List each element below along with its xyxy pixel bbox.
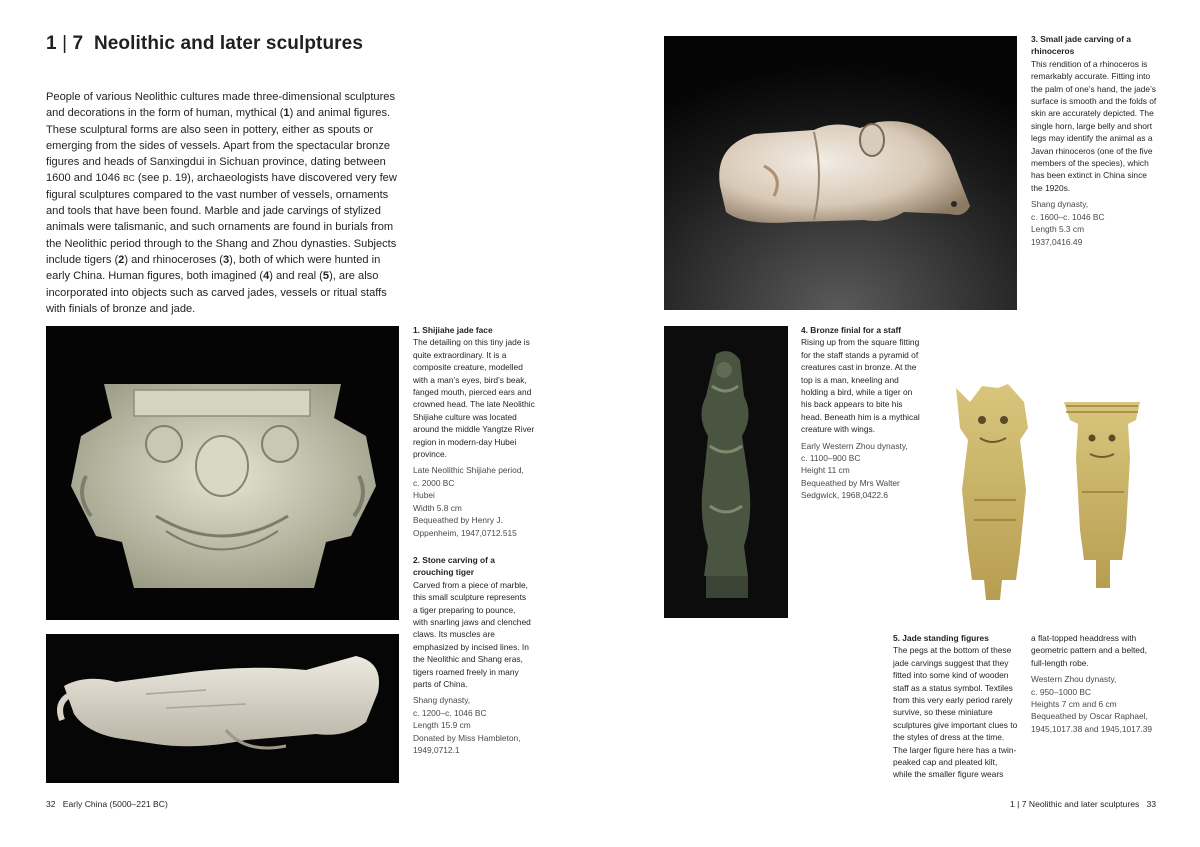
jade-figures-photo (940, 380, 1155, 610)
page-number-right: 33 (1146, 799, 1156, 809)
caption-meta: Late Neolithic Shijiahe period, c. 2000 BC Hubei Width 5.8 cm Bequeathed by Henry J. Oppenheim, 1947,0712.515 (413, 465, 524, 538)
caption-body: Carved from a piece of marble, this small sculpture represents a tiger preparing to pounce, with snarling jaws and clenched claws. Its muscles are emphasized by incised lines. In the Neolithic and Shang eras, tigers roamed freely in many parts of China. (413, 579, 531, 690)
footer-right (1010, 799, 1156, 809)
bronze-finial-photo (664, 326, 788, 618)
caption-jade-face (413, 324, 538, 539)
caption-jade-figures (893, 632, 1018, 781)
crouching-tiger-photo (46, 634, 399, 783)
caption-body: The detailing on this tiny jade is quite extraordinary. It is a composite creature, modelled with a man’s eyes, bird’s beak, fanged mouth, pierced ears and crowned head. The late Neolithic Shijiahe culture was located around the middle Yangtze River region in modern-day Hubei province. (413, 337, 535, 460)
caption-bronze-finial (801, 324, 925, 502)
caption-rhinoceros (1031, 33, 1157, 248)
caption-title: 3. Small jade carving of a rhinoceros (1031, 34, 1132, 57)
jade-face-photo (46, 326, 399, 620)
caption-body: This rendition of a rhinoceros is remarkably accurate. Fitting into the palm of one’s hand, the jade’s surface is smooth and the folds of skin are accurately depicted. The single horn, large belly and short legs may identify the animal as a Javan rhinoceros (one of the five members of the species), which has been extinct in China since the 1920s. (1031, 58, 1157, 193)
caption-body-continued: a flat-topped headdress with geometric pattern and a belted, full-length robe. (1031, 633, 1147, 668)
caption-title: 5. Jade standing figures (893, 633, 989, 643)
running-title-right: 1 | 7 Neolithic and later sculptures (1009, 799, 1140, 809)
caption-meta: Western Zhou dynasty, c. 950–1000 BC Heights 7 cm and 6 cm Bequeathed by Oscar Raphael, 1945,1017.38 and 1945,1017.39 (1031, 674, 1153, 734)
running-title-left: Early China (5000–221 BC) (62, 799, 168, 809)
caption-jade-figures-continued (1031, 632, 1156, 735)
caption-meta: Shang dynasty, c. 1600–c. 1046 BC Length 5.3 cm 1937,0416.49 (1031, 199, 1105, 247)
caption-title: 1. Shijiahe jade face (413, 325, 493, 335)
caption-tiger (413, 554, 531, 757)
caption-body: Rising up from the square fitting for the staff stands a pyramid of creatures cast in bronze. At the top is a man, kneeling and holding a bird, while a tiger on his back appears to bite his head. Beneath him is a mythical creature with wings. (801, 337, 920, 435)
caption-meta: Shang dynasty, c. 1200–c. 1046 BC Length 15.9 cm Donated by Miss Hambleton, 1949,0712.1 (413, 695, 521, 756)
caption-title: 2. Stone carving of a crouching tiger (413, 555, 495, 578)
page-title: 1 | 7 Neolithic and later sculptures (46, 33, 364, 54)
page-number-left: 32 (46, 799, 56, 809)
footer-left (46, 799, 168, 809)
rhinoceros-photo (664, 36, 1017, 310)
intro-paragraph: People of various Neolithic cultures made three-dimensional sculptures and decorations in the form of human, mythical (1) and animal figures. These sculptural forms are also seen in pottery, either as spouts or emerging from the sides of vessels. Apart from the spectacular bronze figures and heads of Sanxingdui in Sichuan province, dating between 1600 and 1046 BC (see p. 19), archaeologists have discovered very few figural sculptures compared to the vast number of vessels, ornaments and tools that have been found. Marble and jade carvings of stylized animals were talismanic, and such ornaments are found in burials from the Neolithic period through to the Shang and Zhou dynasties. Subjects include tigers (2) and rhinoceroses (3), both of which were hunted in early China. Human figures, both imagined (4) and real (5), are also incorporated into objects such as carved jades, vessels or ritual staffs with finials of bronze and jade. (46, 91, 397, 315)
caption-meta: Early Western Zhou dynasty, c. 1100–900 BC Height 11 cm Bequeathed by Mrs Walter Sedgwick, 1968,0422.6 (801, 440, 908, 501)
caption-title: 4. Bronze finial for a staff (801, 325, 902, 335)
caption-body: The pegs at the bottom of these jade carvings suggest that they fitted into some kind of wooden staff as a status symbol. Textiles from this very early period rarely survive, so these miniature sculptures give important clues to the styles of dress at the time. The larger figure here has a twin-peaked cap and pleated kilt, while the smaller figure wears (893, 645, 1018, 780)
